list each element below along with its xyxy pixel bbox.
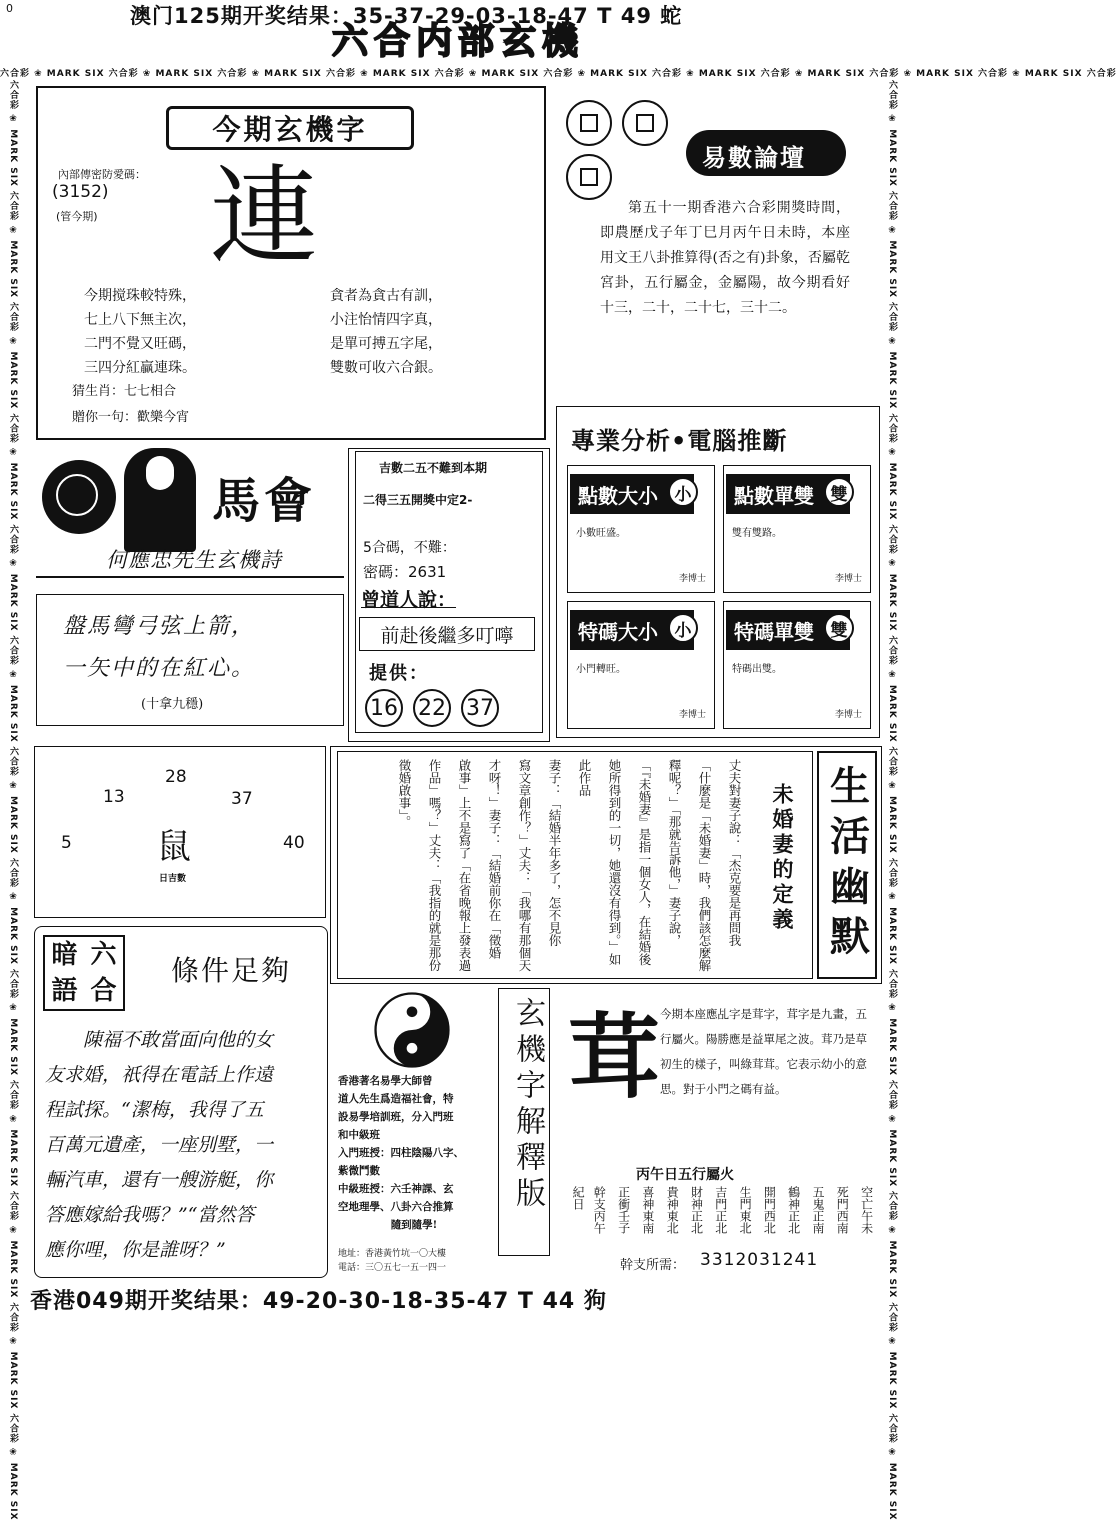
humor-column: 才呀！」妻子：「結婚前你在「徵婚: [487, 759, 502, 959]
master-panel: [334, 988, 494, 1282]
mahui-title: 馬會: [212, 473, 317, 529]
number-ball: 37: [461, 689, 499, 727]
right-decor-strip: 六合彩 ❀ MARK SIX 六合彩 ❀ MARK SIX 六合彩 ❀ MARK SIX 六合彩 ❀ MARK SIX 六合彩 ❀ MARK SIX 六合彩 ❀ MARK SIX 六合彩 ❀ MARK SIX 六合彩 ❀ MARK SIX 六合彩 ❀ MARK SIX 六合彩 ❀ MARK SIX 六合彩 ❀ MARK SIX 六合彩 ❀ MARK SIX 六合彩 ❀ MARK SIX: [887, 80, 897, 1521]
humor-column: 丈夫對妻子說：「杰克要是再問我: [727, 759, 742, 947]
wuxing-cell: 正衝 壬子: [616, 1186, 631, 1234]
jiexi-text: 今期本座應乩字是茸字，茸字是九畫，五行屬火。陽勝應是益單尾之波。茸乃是草初生的樣子，叫綠茸茸。它表示幼小的意思。對于小門之碼有益。: [660, 1007, 867, 1096]
anyu-line: 程試探。“潔梅，我得了五: [45, 1099, 264, 1121]
humor-column: 徵婚啟事」。: [397, 759, 412, 828]
code-value: (3152): [52, 182, 109, 202]
anyu-title: 條件足夠: [171, 954, 292, 987]
anyu-badge-char: 語: [51, 976, 78, 1006]
master-address: 地址：香港黃竹坑一〇大樓: [338, 1249, 447, 1259]
anyu-line: 百萬元遺產，一座別墅，一: [45, 1134, 274, 1156]
master-line: 香港著名易學大師曾: [338, 1075, 433, 1087]
page-number: 0: [6, 2, 13, 15]
humor-column: 此作品: [577, 759, 592, 797]
poem-left-line: 二門不覺又旺碼，: [84, 336, 196, 352]
humor-column: 作品」嗎？」丈夫：「我指的就是那份: [427, 759, 442, 972]
poem-panel: [36, 594, 344, 726]
yin-yang-icon: [374, 992, 450, 1068]
number-ball: 22: [413, 689, 451, 727]
analysis-badge: 雙: [824, 613, 854, 643]
lucky-number: 40: [283, 833, 305, 853]
anyu-line: 友求婚，祇得在電話上作遠: [45, 1064, 274, 1086]
analysis-box-points-parity: [723, 465, 871, 593]
poem-right-line: 雙數可收六合銀。: [330, 360, 442, 376]
anyu-story: [45, 1023, 319, 1268]
analysis-author: 李博士: [834, 710, 862, 720]
poem-right-line: 是單可搏五字尾，: [330, 336, 442, 352]
analysis-box-title: 點數大小: [570, 474, 694, 514]
zodiac-char: 鼠: [157, 827, 191, 867]
analysis-author: 李博士: [678, 710, 706, 720]
coin-icon: [566, 100, 612, 146]
anyu-badge-char: 合: [90, 976, 117, 1006]
master-line: 設易學培訓班，分入門班: [338, 1111, 454, 1123]
master-line: 隨到隨學!: [390, 1219, 438, 1231]
anyu-badge-char: 六: [90, 940, 117, 970]
jiexi-title-frame: [498, 988, 550, 1256]
humor-title: 生活幽默: [823, 765, 870, 965]
anyu-line: 陳福不敢當面向他的女: [83, 1029, 274, 1051]
poem-line-2: 一矢中的在紅心。: [63, 656, 256, 681]
analysis-text: 雙有雙路。: [732, 528, 782, 539]
poem-right-line: 貪者為貪古有訓，: [330, 288, 442, 304]
top-result-line: 澳门125期开奖结果：35-37-29-03-18-47 T 49 蛇: [130, 4, 683, 28]
master-phone: 電話：三〇五七一五一四一: [338, 1263, 447, 1273]
analysis-box-title: 特碼單雙: [726, 610, 850, 650]
lucky-line-3: 5合碼，不難：: [363, 540, 456, 556]
master-line: 紫微鬥數: [338, 1165, 380, 1177]
wuxing-cell: 開門 西北: [762, 1186, 777, 1234]
poem-right: [330, 284, 442, 380]
wuxing-cell: 幹支 丙午: [592, 1186, 607, 1234]
analysis-text: 小門轉旺。: [576, 664, 626, 675]
wuxing-cell: 貴神 東北: [665, 1186, 680, 1234]
bottom-result-line: 香港049期开奖结果：49-20-30-18-35-47 T 44 狗: [30, 1289, 607, 1314]
analysis-badge: 雙: [824, 477, 854, 507]
humor-column: 寫文章創作？」丈夫：「我哪有那個天: [517, 759, 532, 972]
humor-column: 「『未婚妻』是指一個女人，在結婚後: [637, 759, 652, 966]
wuxing-cell: 吉門 正北: [713, 1186, 728, 1234]
wuxing-cell: 鶴神 正北: [786, 1186, 801, 1234]
xuanji-panel: [36, 86, 546, 440]
mahui-subtitle: 何應忠先生玄機詩: [106, 548, 282, 572]
lucky-panel: [348, 448, 550, 742]
poem-left-line: 三四分紅贏連珠。: [84, 360, 196, 376]
wuxing-cell: 紀日: [571, 1186, 586, 1210]
yishu-title: 易數論壇: [702, 143, 806, 172]
humor-column: 「什麼是「未婚妻」時，我們該怎麼解: [697, 759, 712, 972]
master-line: 道人先生爲造福社會，特: [338, 1093, 454, 1105]
lucky-label: 日吉數: [159, 874, 187, 884]
jiexi-big-char: 茸: [568, 1004, 661, 1111]
mahui-panel: [36, 448, 344, 586]
provide-label: 提供：: [369, 663, 429, 684]
yishu-panel: [556, 86, 856, 402]
analysis-panel: [556, 406, 880, 738]
lucky-code: 密碼：2631: [363, 563, 447, 581]
coin-icon: [566, 154, 612, 200]
analysis-title: 專業分析•電腦推斷: [571, 427, 788, 455]
mahui-logo: [42, 460, 116, 534]
poem-note: (十拿九穩): [141, 697, 204, 712]
poem-left: [84, 284, 196, 380]
page-title: 六合内部玄機: [331, 21, 584, 62]
analysis-badge: 小: [668, 613, 698, 643]
gift-line: 贈你一句：歡樂今宵: [72, 410, 190, 425]
anyu-badge: [43, 935, 125, 1011]
jiexi-panel: [560, 992, 882, 1278]
code-label: 內部傳密防愛碼：: [58, 168, 146, 181]
wuxing-title: 丙午日五行屬火: [636, 1167, 734, 1183]
analysis-box-points-size: [567, 465, 715, 593]
saying-text: 前赴後繼多叮嚀: [359, 617, 535, 651]
master-line: 空地理學、八卦六合推算: [338, 1201, 454, 1213]
anyu-badge-char: 暗: [51, 940, 78, 970]
anyu-line: 答應嫁給我嗎？”“當然答: [45, 1204, 255, 1226]
humor-column: 妻子：「結婚半年多了，怎不見你: [547, 759, 562, 947]
guess-zodiac: 猜生肖：七七相合: [72, 384, 177, 399]
jiexi-title: 玄機字解釋版: [510, 997, 545, 1213]
code-note: (管今期): [56, 210, 98, 223]
poem-left-line: 七上八下無主次，: [84, 312, 196, 328]
left-decor-strip: 六合彩 ❀ MARK SIX 六合彩 ❀ MARK SIX 六合彩 ❀ MARK SIX 六合彩 ❀ MARK SIX 六合彩 ❀ MARK SIX 六合彩 ❀ MARK SIX 六合彩 ❀ MARK SIX 六合彩 ❀ MARK SIX 六合彩 ❀ MARK SIX 六合彩 ❀ MARK SIX 六合彩 ❀ MARK SIX 六合彩 ❀ MARK SIX 六合彩 ❀ MARK SIX: [8, 80, 18, 1521]
analysis-text: 特碼出雙。: [732, 664, 782, 675]
ganzhi-value: 3312031241: [700, 1250, 819, 1270]
humor-panel: [330, 746, 882, 984]
wuxing-table: [566, 1186, 882, 1234]
lucky-number: 28: [165, 767, 187, 787]
analysis-author: 李博士: [834, 574, 862, 584]
master-line: 中級班授：六壬神課、玄: [338, 1183, 454, 1195]
lucky-numbers-panel: [34, 746, 326, 918]
wuxing-cell: 死門 西南: [835, 1186, 850, 1234]
humor-subtitle: 未婚妻的定義: [770, 783, 794, 933]
anyu-line: 應你哩，你是誰呀？”: [45, 1239, 226, 1261]
xuanji-big-char: 連: [210, 155, 319, 280]
analysis-box-special-parity: [723, 601, 871, 729]
poem-line-1: 盤馬彎弓弦上箭，: [63, 614, 256, 639]
master-line: 入門班授：四柱陰陽八字、: [338, 1147, 464, 1159]
lucky-number: 13: [103, 787, 125, 807]
analysis-badge: 小: [668, 477, 698, 507]
analysis-text: 小數旺盛。: [576, 528, 626, 539]
xuanji-title: 今期玄機字: [212, 113, 368, 146]
humor-column: 釋呢？」「那就告訴他，」妻子說，: [667, 759, 682, 947]
lucky-number: 5: [61, 833, 72, 853]
coin-icon: [622, 100, 668, 146]
humor-story: [351, 759, 745, 973]
portrait-image: [124, 448, 196, 552]
analysis-box-title: 特碼大小: [570, 610, 694, 650]
analysis-box-title: 點數單雙: [726, 474, 850, 514]
analysis-author: 李博士: [678, 574, 706, 584]
number-ball: 16: [365, 689, 403, 727]
yishu-text: 第五十一期香港六合彩開獎時間，即農歷戊子年丁巳月丙午日未時，本座用文王八卦推算得(否之有)卦象，否屬乾宮卦，五行屬金，金屬陽，故今期看好十三，二十，二十七，三十二。: [600, 200, 850, 316]
lucky-number: 37: [231, 789, 253, 809]
wuxing-cell: 財神 正北: [689, 1186, 704, 1234]
poem-left-line: 今期搅珠較特殊，: [84, 288, 196, 304]
humor-column: 她所得到的一切，她還沒有得到。」如: [607, 759, 622, 966]
humor-column: 啟事」上不是寫了「在省晚報上發表過: [457, 759, 472, 972]
wuxing-cell: 喜神 東南: [640, 1186, 655, 1234]
anyu-panel: [34, 926, 328, 1278]
top-decor-strip: 六合彩 ❀ MARK SIX 六合彩 ❀ MARK SIX 六合彩 ❀ MARK SIX 六合彩 ❀ MARK SIX 六合彩 ❀ MARK SIX 六合彩 ❀ MARK SIX 六合彩 ❀ MARK SIX 六合彩 ❀ MARK SIX 六合彩 ❀ MARK SIX 六合彩 ❀ MARK SIX 六合彩: [0, 69, 1117, 79]
master-line: 和中級班: [338, 1129, 380, 1141]
lucky-line-1: 吉數二五不難到本期: [379, 461, 488, 475]
analysis-box-special-size: [567, 601, 715, 729]
poem-right-line: 小注怡情四字真，: [330, 312, 442, 328]
humor-title-frame: [817, 751, 877, 979]
master-text: [338, 1072, 490, 1234]
wuxing-cell: 空亡 午未: [859, 1186, 874, 1234]
wuxing-cell: 五鬼 正南: [810, 1186, 825, 1234]
lucky-numbers: [365, 689, 509, 727]
anyu-line: 輛汽車，還有一艘游艇，你: [45, 1169, 274, 1191]
wuxing-cell: 生門 東北: [738, 1186, 753, 1234]
xuanji-title-frame: [166, 106, 414, 150]
ganzhi-label: 幹支所需：: [620, 1258, 686, 1273]
divider: [36, 576, 344, 578]
page-title-banner: [258, 22, 658, 62]
lucky-line-2: 二得三五開獎中定2-: [363, 493, 473, 507]
saying-title: 曾道人說：: [361, 589, 457, 611]
